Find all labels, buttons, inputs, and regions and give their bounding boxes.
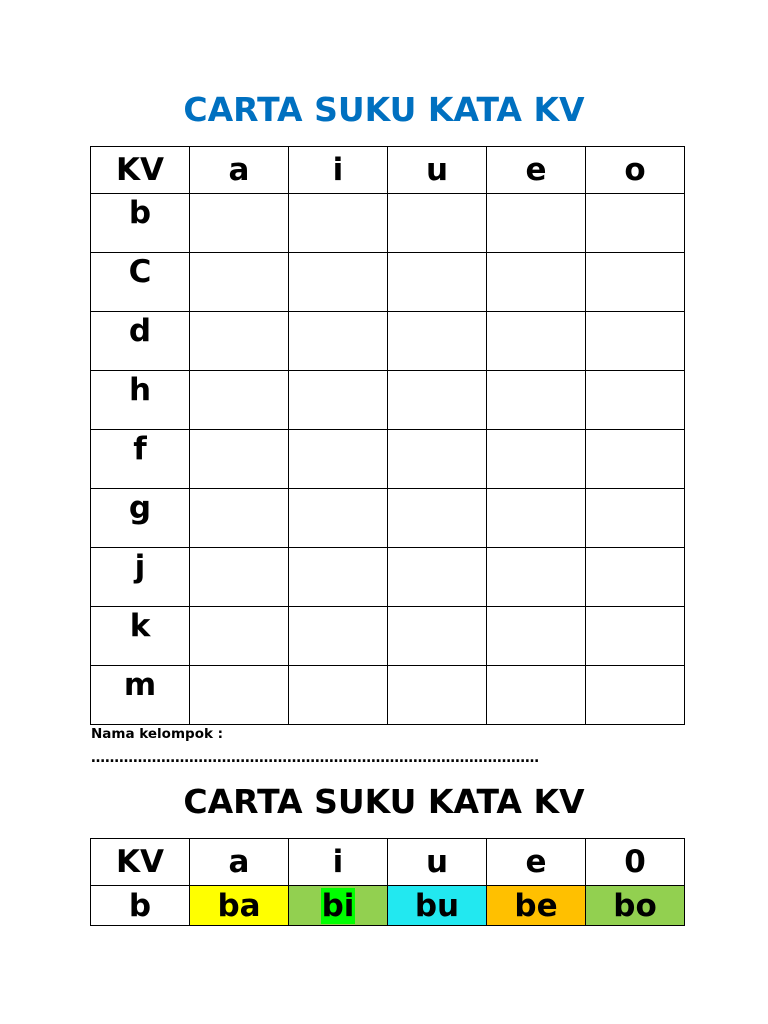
- consonant-row: [91, 548, 685, 607]
- consonant-cell: j: [91, 548, 190, 607]
- empty-cell: [586, 607, 685, 666]
- empty-cell: [289, 312, 388, 371]
- empty-cell: [289, 371, 388, 430]
- empty-cell: [586, 253, 685, 312]
- empty-cell: [487, 194, 586, 253]
- header-cell: KV: [91, 147, 190, 194]
- consonant-row: [91, 194, 685, 253]
- empty-cell: [586, 194, 685, 253]
- consonant-row: [91, 607, 685, 666]
- empty-cell: [586, 489, 685, 548]
- example-row: [91, 886, 685, 926]
- empty-cell: [586, 548, 685, 607]
- empty-cell: [487, 371, 586, 430]
- empty-cell: [289, 666, 388, 725]
- consonant-cell: h: [91, 371, 190, 430]
- empty-cell: [487, 430, 586, 489]
- header-cell: 0: [586, 839, 685, 886]
- empty-cell: [190, 312, 289, 371]
- consonant-cell: d: [91, 312, 190, 371]
- consonant-cell: f: [91, 430, 190, 489]
- chart-title-example: CARTA SUKU KATA KV: [183, 782, 585, 821]
- syllable-text: ba: [217, 887, 261, 924]
- header-cell: e: [487, 839, 586, 886]
- consonant-row: [91, 253, 685, 312]
- syllable-cell: [487, 886, 586, 926]
- empty-cell: [586, 430, 685, 489]
- empty-cell: [388, 312, 487, 371]
- header-cell: o: [586, 147, 685, 194]
- empty-cell: [190, 666, 289, 725]
- syllable-text: bu: [414, 887, 460, 924]
- empty-cell: [190, 548, 289, 607]
- empty-cell: [487, 312, 586, 371]
- empty-cell: [586, 312, 685, 371]
- empty-cell: [289, 548, 388, 607]
- empty-cell: [190, 430, 289, 489]
- consonant-cell: g: [91, 489, 190, 548]
- syllable-chart-example: [90, 838, 685, 926]
- header-cell: a: [190, 147, 289, 194]
- header-row: [91, 147, 685, 194]
- consonant-cell: b: [91, 886, 190, 926]
- consonant-cell: m: [91, 666, 190, 725]
- syllable-text: bi: [321, 887, 355, 924]
- empty-cell: [487, 666, 586, 725]
- empty-cell: [388, 489, 487, 548]
- syllable-cell: [586, 886, 685, 926]
- empty-cell: [388, 253, 487, 312]
- empty-cell: [388, 607, 487, 666]
- empty-cell: [190, 371, 289, 430]
- consonant-cell: b: [91, 194, 190, 253]
- header-cell: u: [388, 147, 487, 194]
- chart-title-blank: CARTA SUKU KATA KV: [183, 90, 585, 129]
- empty-cell: [586, 666, 685, 725]
- consonant-cell: C: [91, 253, 190, 312]
- empty-cell: [190, 194, 289, 253]
- empty-cell: [487, 253, 586, 312]
- empty-cell: [388, 371, 487, 430]
- header-cell: i: [289, 147, 388, 194]
- syllable-chart-blank: [90, 146, 685, 725]
- empty-cell: [388, 548, 487, 607]
- header-cell: u: [388, 839, 487, 886]
- empty-cell: [190, 489, 289, 548]
- empty-cell: [487, 489, 586, 548]
- syllable-cell: [190, 886, 289, 926]
- header-cell: i: [289, 839, 388, 886]
- consonant-row: [91, 489, 685, 548]
- empty-cell: [487, 548, 586, 607]
- empty-cell: [289, 253, 388, 312]
- empty-cell: [289, 194, 388, 253]
- header-cell: a: [190, 839, 289, 886]
- consonant-row: [91, 371, 685, 430]
- empty-cell: [190, 253, 289, 312]
- empty-cell: [487, 607, 586, 666]
- header-row: [91, 839, 685, 886]
- syllable-text: be: [514, 887, 558, 924]
- syllable-cell: [388, 886, 487, 926]
- empty-cell: [190, 607, 289, 666]
- consonant-row: [91, 666, 685, 725]
- consonant-row: [91, 312, 685, 371]
- header-cell: KV: [91, 839, 190, 886]
- consonant-row: [91, 430, 685, 489]
- header-cell: e: [487, 147, 586, 194]
- group-name-label: Nama kelompok :: [91, 726, 224, 742]
- group-name-blank-line: ……………………………………………………………………………………: [91, 750, 539, 766]
- empty-cell: [388, 194, 487, 253]
- empty-cell: [289, 607, 388, 666]
- empty-cell: [388, 430, 487, 489]
- empty-cell: [586, 371, 685, 430]
- empty-cell: [289, 489, 388, 548]
- empty-cell: [289, 430, 388, 489]
- syllable-cell: [289, 886, 388, 926]
- empty-cell: [388, 666, 487, 725]
- syllable-text: bo: [613, 887, 657, 924]
- consonant-cell: k: [91, 607, 190, 666]
